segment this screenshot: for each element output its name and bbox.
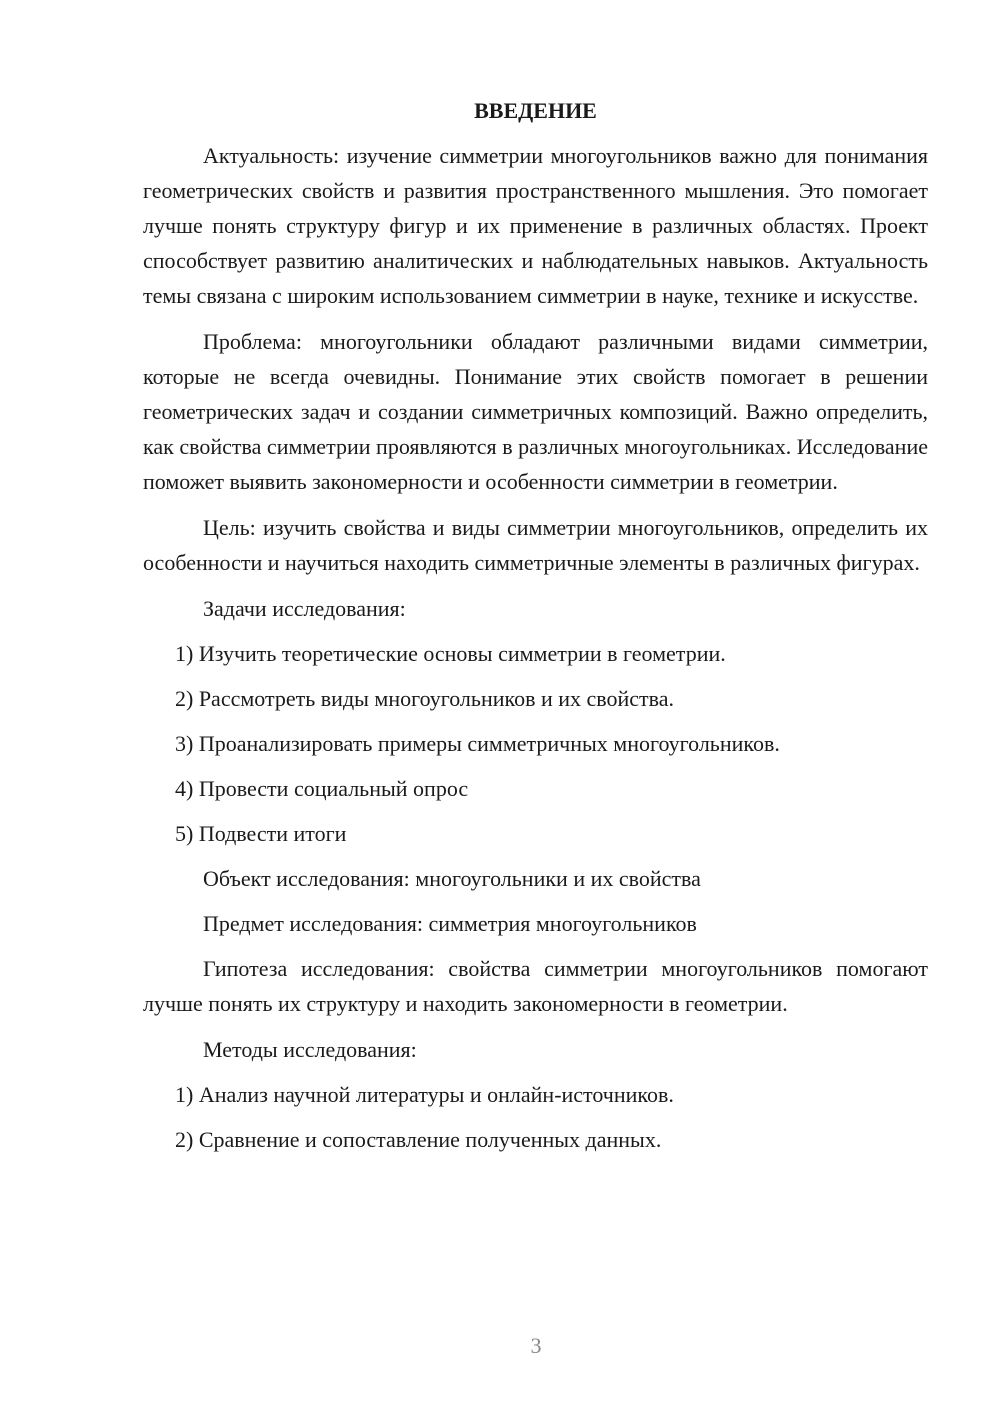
research-object: Объект исследования: многоугольники и их свойства — [203, 866, 701, 891]
relevance-paragraph: Актуальность: изучение симметрии многоугольников важно для понимания геометрических свойств и развития пространственного мышления. Это помогает лучше понять структуру фигур и их применение в различных областях. Проект способствует развитию аналитических и наблюдательных навыков. Актуальность темы связана с широким использованием симметрии в науке, технике и искусстве. — [143, 143, 928, 308]
task-item: 2) Рассмотреть виды многоугольников и их свойства. — [175, 686, 675, 711]
method-item: 1) Анализ научной литературы и онлайн-источников. — [175, 1082, 674, 1107]
page-title: ВВЕДЕНИЕ — [474, 98, 597, 123]
hypothesis-paragraph: Гипотеза исследования: свойства симметрии многоугольников помогают лучше понять их структуру и находить закономерности в геометрии. — [143, 956, 928, 1016]
research-subject: Предмет исследования: симметрия многоугольников — [203, 911, 697, 936]
methods-heading: Методы исследования: — [203, 1037, 417, 1062]
task-item: 1) Изучить теоретические основы симметрии в геометрии. — [175, 641, 726, 666]
tasks-heading: Задачи исследования: — [203, 596, 406, 621]
page-number: 3 — [530, 1333, 542, 1358]
task-item: 4) Провести социальный опрос — [175, 776, 469, 801]
problem-paragraph: Проблема: многоугольники обладают различными видами симметрии, которые не всегда очевидны. Понимание этих свойств помогает в решении геометрических задач и создании симметричных композиций. Важно определить, как свойства симметрии проявляются в различных многоугольниках. Исследование поможет выявить закономерности и особенности симметрии в геометрии. — [143, 329, 928, 494]
page-content — [143, 95, 928, 1167]
task-item: 5) Подвести итоги — [175, 821, 347, 846]
method-item: 2) Сравнение и сопоставление полученных данных. — [175, 1127, 662, 1152]
goal-paragraph: Цель: изучить свойства и виды симметрии многоугольников, определить их особенности и научиться находить симметричные элементы в различных фигурах. — [143, 515, 928, 575]
task-item: 3) Проанализировать примеры симметричных многоугольников. — [175, 731, 780, 756]
